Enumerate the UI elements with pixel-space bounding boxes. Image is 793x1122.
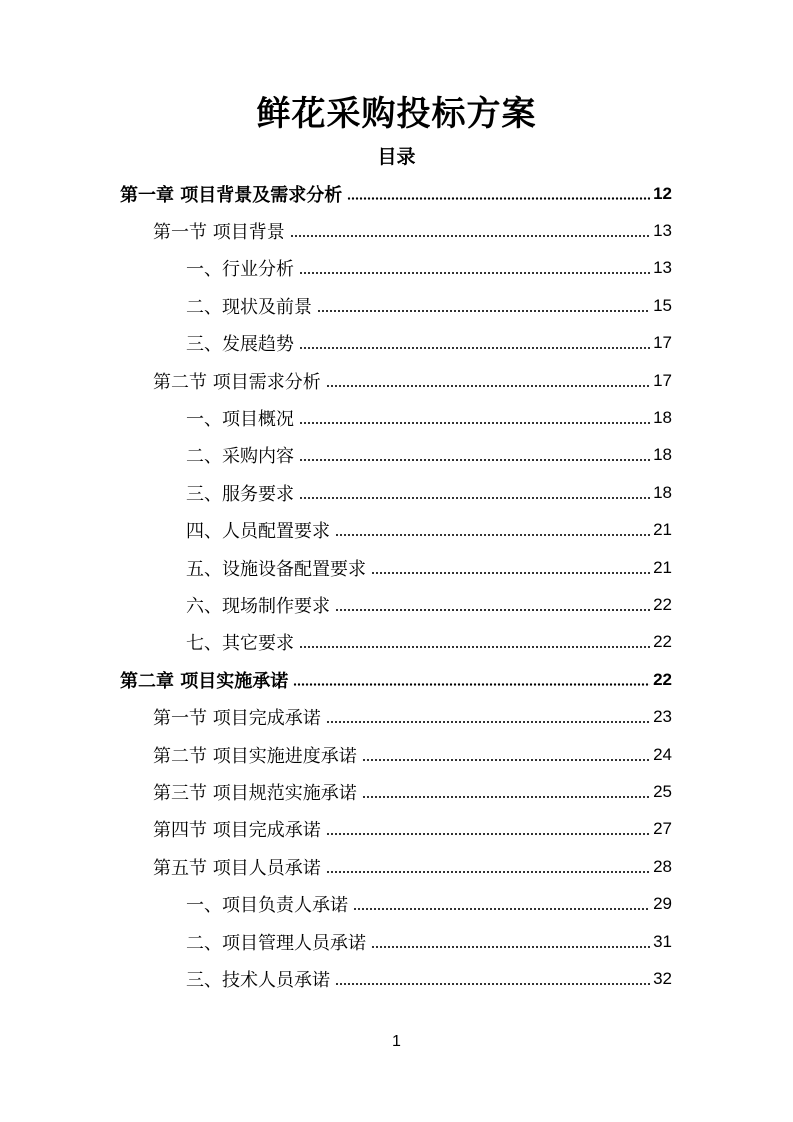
toc-entry[interactable] <box>186 325 672 362</box>
toc-dot-leader <box>299 646 650 648</box>
toc-entry-page: 23 <box>653 707 672 727</box>
toc-dot-leader <box>326 721 650 723</box>
toc-entry-label: 二、现状及前景 <box>186 296 312 318</box>
toc-heading: 目录 <box>377 146 416 168</box>
toc-dot-leader <box>299 497 650 499</box>
toc-entry-page: 13 <box>653 258 672 278</box>
toc-entry-label: 一、项目负责人承诺 <box>186 895 348 917</box>
toc-dot-leader <box>299 272 650 274</box>
document-title: 鲜花采购投标方案 <box>256 94 537 134</box>
toc-entry-label: 五、设施设备配置要求 <box>186 558 366 580</box>
toc-entry-page: 29 <box>653 894 672 914</box>
toc-entry[interactable] <box>186 474 672 511</box>
toc-entry-page: 24 <box>653 744 672 764</box>
toc-dot-leader <box>290 235 650 237</box>
toc-entry[interactable] <box>186 250 672 287</box>
toc-entry-label: 六、现场制作要求 <box>186 595 330 617</box>
toc-entry[interactable] <box>186 399 672 436</box>
toc-entry-page: 17 <box>653 333 672 353</box>
toc-entry-label: 二、采购内容 <box>186 446 294 468</box>
toc-dot-leader <box>326 385 650 387</box>
toc-dot-leader <box>371 946 650 948</box>
toc-entry-label: 三、发展趋势 <box>186 334 294 356</box>
toc-entry[interactable] <box>186 586 672 623</box>
toc-entry-page: 12 <box>653 183 672 203</box>
toc-dot-leader <box>293 683 650 686</box>
toc-entry-label: 第一章 项目背景及需求分析 <box>120 184 343 206</box>
toc-entry-page: 22 <box>653 632 672 652</box>
toc-entry-page: 17 <box>653 370 672 390</box>
toc-entry[interactable] <box>153 736 672 773</box>
toc-dot-leader <box>362 759 650 761</box>
toc-entry-page: 18 <box>653 445 672 465</box>
toc-entry[interactable] <box>120 661 672 698</box>
toc-entry-label: 第三节 项目规范实施承诺 <box>153 782 357 804</box>
toc-entry[interactable] <box>153 212 672 249</box>
toc-entry-page: 22 <box>653 594 672 614</box>
page-number: 1 <box>392 1033 401 1050</box>
toc-dot-leader <box>299 422 650 424</box>
toc-entry-label: 第一节 项目完成承诺 <box>153 708 321 730</box>
toc-dot-leader <box>371 572 650 574</box>
toc-entry[interactable] <box>186 624 672 661</box>
toc-dot-leader <box>362 796 650 798</box>
toc-entry-page: 13 <box>653 220 672 240</box>
toc-entry-page: 15 <box>653 295 672 315</box>
toc-entry-page: 32 <box>653 968 672 988</box>
toc-dot-leader <box>326 833 650 835</box>
toc-dot-leader <box>335 983 650 985</box>
toc-entry[interactable] <box>153 362 672 399</box>
toc-entry-label: 七、其它要求 <box>186 633 294 655</box>
toc-entry[interactable] <box>153 699 672 736</box>
toc-dot-leader <box>335 534 650 536</box>
toc-entry-label: 第二节 项目需求分析 <box>153 371 321 393</box>
toc-dot-leader <box>299 459 650 461</box>
toc-entry[interactable] <box>186 437 672 474</box>
toc-entry[interactable] <box>186 512 672 549</box>
toc-entry[interactable] <box>186 923 672 960</box>
toc-entry-label: 第四节 项目完成承诺 <box>153 820 321 842</box>
toc-entry-label: 第二节 项目实施进度承诺 <box>153 745 357 767</box>
toc-entry-label: 一、项目概况 <box>186 408 294 430</box>
toc-entry-label: 三、技术人员承诺 <box>186 969 330 991</box>
toc-entry-page: 22 <box>653 669 672 689</box>
toc-entry-label: 二、项目管理人员承诺 <box>186 932 366 954</box>
toc-entry[interactable] <box>153 848 672 885</box>
toc-entry-page: 31 <box>653 931 672 951</box>
toc-dot-leader <box>326 871 650 873</box>
toc-entry[interactable] <box>186 886 672 923</box>
toc-entry[interactable] <box>186 549 672 586</box>
toc-dot-leader <box>317 310 650 312</box>
toc-entry[interactable] <box>186 287 672 324</box>
toc-entry-page: 21 <box>653 557 672 577</box>
toc-dot-leader <box>299 347 650 349</box>
toc-entry-label: 三、服务要求 <box>186 483 294 505</box>
toc-entry-label: 一、行业分析 <box>186 259 294 281</box>
toc-entry-page: 28 <box>653 856 672 876</box>
toc-entry[interactable] <box>186 960 672 997</box>
toc-entry-page: 18 <box>653 407 672 427</box>
toc-dot-leader <box>335 609 650 611</box>
toc-entry-page: 25 <box>653 781 672 801</box>
toc-entry-page: 18 <box>653 482 672 502</box>
toc-entry-label: 第一节 项目背景 <box>153 221 285 243</box>
toc-entry[interactable] <box>153 773 672 810</box>
toc-entry-page: 27 <box>653 819 672 839</box>
toc-entry-label: 四、人员配置要求 <box>186 521 330 543</box>
toc-entry[interactable] <box>153 811 672 848</box>
toc-dot-leader <box>353 908 650 910</box>
toc-dot-leader <box>347 197 650 200</box>
toc-entry-page: 21 <box>653 520 672 540</box>
toc-entry-label: 第五节 项目人员承诺 <box>153 857 321 879</box>
toc-entry-label: 第二章 项目实施承诺 <box>120 670 289 692</box>
toc-entry[interactable] <box>120 175 672 212</box>
